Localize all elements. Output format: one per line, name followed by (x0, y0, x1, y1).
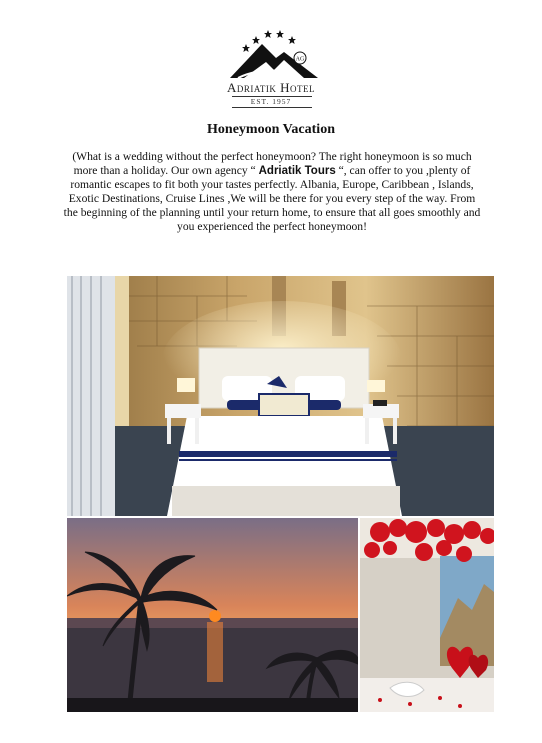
body-text-end: “, can offer to you ,plenty of romantic escapes to fit both your tastes perfectly. Albania, Europe, Caribbean , Islands, Exotic Destinations, Cruise Lines ,We will be there for you every step of the way. From the beginning of the planning until your return home, to ensure that all goes smoothly and you experienced the perfect honeymoon! (63, 164, 481, 233)
established-label: EST. 1957 (250, 97, 292, 106)
logo-stars (242, 30, 296, 52)
brand-name: Adriatik Hotel (226, 80, 315, 95)
divider (232, 107, 312, 108)
suite-balloons-photo (360, 518, 494, 712)
logo-monogram: AG (295, 56, 305, 63)
sunset-photo (67, 518, 358, 712)
agency-name: Adriatik Tours (258, 165, 336, 177)
page-title: Honeymoon Vacation (207, 122, 335, 137)
body-paragraph (62, 150, 482, 234)
bedroom-photo (67, 276, 494, 516)
body-text-start: (What is a wedding without the perfect honeymoon? The right honeymoon is so much more than a holiday. Our own agency “ (72, 150, 472, 177)
